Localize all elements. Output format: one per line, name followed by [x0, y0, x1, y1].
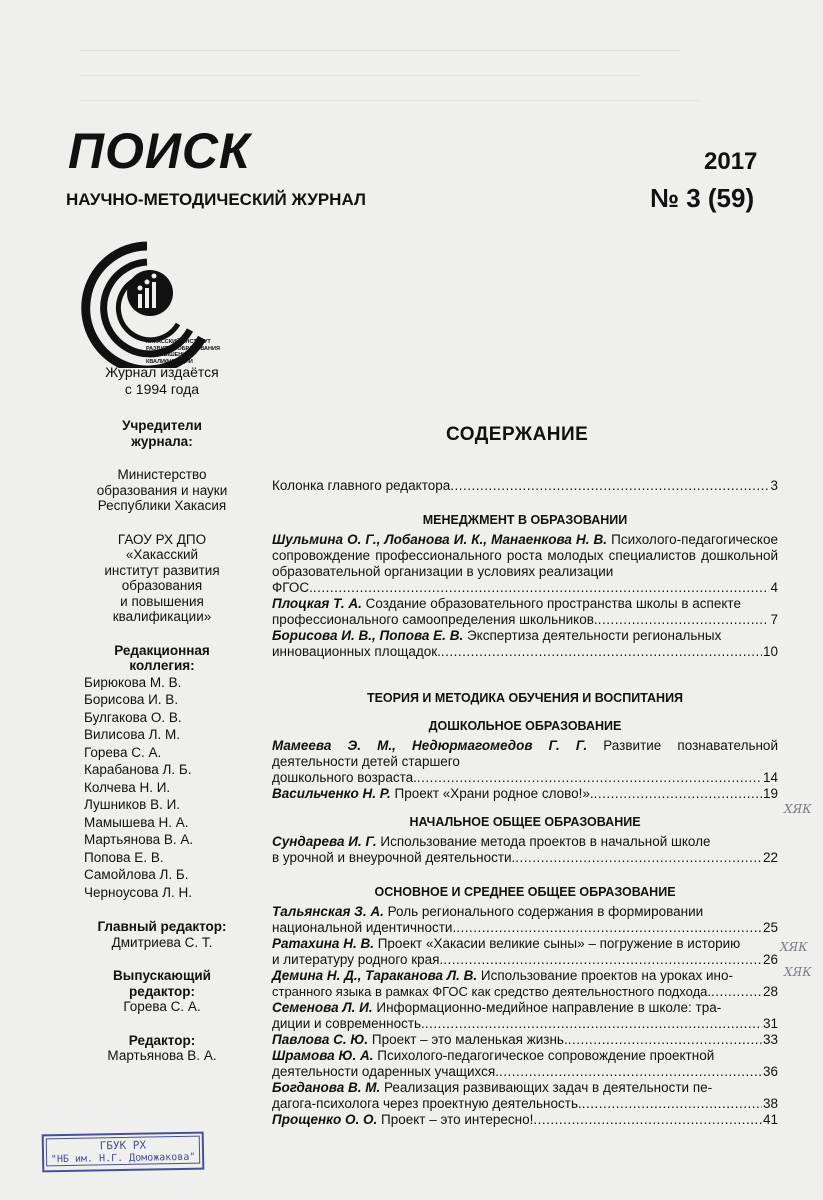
toc-entry-text: и литературу родного края. [272, 952, 444, 967]
toc-entry-text: Проект – это маленькая жизнь. [371, 1032, 568, 1047]
toc-entry[interactable] [272, 1000, 778, 1016]
board-member: Мартьянова В. А. [84, 832, 194, 847]
toc-entry-author: Прощенко О. О. [272, 1112, 378, 1127]
toc-entry-last-line[interactable] [272, 850, 778, 866]
toc-entry-author: Плоцкая Т. А. [272, 596, 362, 611]
board-member: Вилисова Л. М. [84, 727, 181, 742]
since-line: с 1994 года [124, 381, 200, 397]
toc-entry-text: в урочной и внеурочной деятельности. [272, 850, 516, 865]
toc-entry-text: профессионального самоопределения школьников. [272, 612, 598, 627]
board-member: Мамышева Н. А. [84, 814, 189, 830]
toc-entry-text: Развитие познавательной деятельности детей старшего [272, 738, 778, 769]
founder-line: Министерство [117, 467, 207, 482]
toc-entry[interactable] [272, 1112, 778, 1128]
toc-entry-author: Васильченко Н. Р. [272, 786, 391, 801]
section-heading: ТЕОРИЯ И МЕТОДИКА ОБУЧЕНИЯ И ВОСПИТАНИЯ [366, 691, 684, 705]
stamp-line: ГБУК РХ [99, 1138, 147, 1153]
chief-editor-label: Главный редактор: [97, 919, 227, 934]
toc-entry-last-line[interactable] [272, 920, 778, 936]
toc-entry-last-line[interactable] [272, 1096, 778, 1112]
subsection-heading: ДОШКОЛЬНОЕ ОБРАЗОВАНИЕ [428, 719, 622, 733]
toc-page-number: 33 [762, 1032, 778, 1047]
toc-entry-author: Тальянская З. А. [272, 904, 384, 919]
toc-page-number: 14 [762, 770, 778, 785]
board-member: Бирюкова М. В. [84, 674, 182, 690]
toc-page-number: 38 [762, 1096, 778, 1111]
toc-entry-text: дагога-психолога через проектную деятельность. [272, 1096, 582, 1111]
toc-page-number: 28 [762, 984, 778, 999]
toc-entry-author: Богданова В. М. [272, 1080, 381, 1095]
toc-page-number: 3 [770, 478, 778, 493]
toc-entry-author: Сундарева И. Г. [272, 834, 377, 849]
toc-entry-author: Шрамова Ю. А. [272, 1048, 374, 1063]
toc-entry-text: деятельности одаренных учащихся. [272, 1064, 499, 1079]
toc-entry-text: Роль регионального содержания в формировании [387, 904, 704, 919]
board-heading: коллегия: [129, 658, 195, 673]
founder-line: образования и науки [96, 482, 228, 498]
toc-entry-text: национальной идентичности. [272, 920, 457, 935]
editor-name: Мартьянова В. А. [107, 1048, 217, 1063]
toc-entry-last-line[interactable] [272, 1064, 778, 1080]
release-editor-label: Выпускающий [113, 968, 211, 983]
board-member: Попова Е. В. [84, 849, 164, 865]
toc-entry-text: Использование проектов на уроках ино- [480, 968, 733, 983]
toc-page-number: 36 [762, 1064, 778, 1079]
section-heading: МЕНЕДЖМЕНТ В ОБРАЗОВАНИИ [422, 513, 628, 527]
release-editor-label: редактор: [128, 983, 195, 999]
toc-entry-author: Павлова С. Ю. [272, 1032, 369, 1047]
editor-label: Редактор: [128, 1032, 196, 1048]
toc-page-number: 41 [762, 1112, 778, 1127]
toc-page-number: 22 [762, 850, 778, 865]
toc-entry-text: Колонка главного редактора [272, 478, 451, 493]
issue-year: 2017 [704, 148, 758, 175]
masthead-sidebar [62, 418, 262, 1064]
toc-page-number: 31 [762, 1016, 778, 1031]
founder-line: институт развития [104, 562, 220, 578]
founder-line: образования [121, 578, 203, 593]
handwritten-mark: ХЯК [784, 802, 812, 816]
board-member: Самойлова Л. Б. [84, 867, 189, 882]
board-heading: Редакционная [114, 642, 210, 658]
toc-entry[interactable] [272, 478, 778, 494]
toc-entry-last-line[interactable] [272, 770, 778, 786]
toc-entry-text: Экспертиза деятельности региональных [466, 628, 722, 643]
toc-entry-text: Проект «Хакасии великие сыны» – погружение в историю [377, 936, 741, 951]
board-member: Булгакова О. В. [84, 709, 182, 725]
logo-caption-line: ХАКАССКИЙ ИНСТИТУТ [146, 339, 211, 345]
toc-entry[interactable] [272, 936, 778, 952]
chief-editor-name: Дмитриева С. Т. [111, 934, 213, 950]
toc-entry-text: ФГОС. [272, 580, 313, 595]
toc-page-number: 25 [762, 920, 778, 935]
toc-entry-author: Мамеева Э. М., Недюрмагомедов Г. Г. [272, 738, 588, 753]
toc-page-number: 10 [762, 644, 778, 659]
toc-title: СОДЕРЖАНИЕ [446, 424, 589, 445]
subsection-heading: НАЧАЛЬНОЕ ОБЩЕЕ ОБРАЗОВАНИЕ [409, 815, 641, 829]
founders-heading: журнала: [131, 433, 193, 449]
board-member: Черноусова Л. Н. [84, 884, 192, 900]
toc-entry[interactable] [272, 786, 778, 802]
founder-line: ГАОУ РХ ДПО [117, 531, 207, 547]
toc-entry[interactable] [272, 904, 778, 920]
toc-entry-author: Семенова Л. И. [272, 1000, 373, 1015]
handwritten-mark: ХЯК [784, 965, 812, 979]
toc-page-number: 7 [770, 612, 778, 627]
founder-line: Республики Хакасия [97, 498, 227, 513]
logo-caption-line: РАЗВИТИЯ ОБРАЗОВАНИЯ [146, 345, 220, 352]
toc-entry-text: Психолого-педагогическое сопровождение профессионального роста молодых специалистов дошкольной образовательной организации в условиях реализации [272, 532, 778, 579]
founder-line: квалификации» [112, 609, 212, 624]
toc-entry-last-line[interactable] [272, 612, 778, 628]
logo-caption [146, 339, 236, 365]
board-member: Горева С. А. [84, 744, 162, 760]
handwritten-mark: ХЯК [780, 940, 808, 954]
toc-entry[interactable] [272, 1080, 778, 1096]
logo-caption-line: И ПОВЫШЕНИЯ КВАЛИФИКАЦИИ [146, 352, 193, 365]
table-of-contents [272, 478, 778, 1128]
toc-entry-author: Шульмина О. Г., Лобанова И. К., Манаенкова Н. В. [272, 532, 608, 547]
toc-entry[interactable] [272, 738, 778, 770]
library-stamp [42, 1132, 205, 1173]
toc-entry[interactable] [272, 628, 778, 644]
toc-entry[interactable] [272, 1032, 778, 1048]
toc-entry[interactable] [272, 834, 778, 850]
stamp-line: "НБ им. Н.Г. Доможакова" [50, 1151, 196, 1166]
toc-entry-text: дошкольного возраста. [272, 770, 417, 785]
toc-entry[interactable] [272, 1048, 778, 1064]
toc-entry-last-line[interactable] [272, 644, 778, 660]
toc-entry-text: Информационно-медийное направление в школе: тра- [376, 1000, 722, 1015]
toc-entry-last-line[interactable] [272, 952, 778, 968]
toc-entry-text: Создание образовательного пространства школы в аспекте [365, 596, 741, 611]
issue-number: № 3 (59) [650, 183, 755, 213]
toc-entry-text: странного языка в рамках ФГОС как средство деятельностного подхода. [272, 984, 711, 999]
toc-entry-author: Борисова И. В., Попова Е. В. [272, 628, 464, 643]
toc-entry-last-line[interactable] [272, 1016, 778, 1032]
toc-entry-text: Использование метода проектов в начальной школе [380, 834, 711, 849]
toc-entry-text: Проект – это интересно! [381, 1112, 534, 1127]
toc-entry-text: диции и современность. [272, 1016, 425, 1031]
founders-heading: Учредители [122, 418, 202, 433]
toc-entry-author: Демина Н. Д., Тараканова Л. В. [272, 968, 478, 983]
toc-entry-text: Психолого-педагогическое сопровождение проектной [377, 1048, 715, 1063]
journal-subtitle: НАУЧНО-МЕТОДИЧЕСКИЙ ЖУРНАЛ [66, 190, 366, 209]
toc-page-number: 26 [762, 952, 778, 967]
journal-title: ПОИСК [68, 123, 251, 179]
founder-line: и повышения [120, 593, 204, 609]
toc-entry-author: Ратахина Н. В. [272, 936, 374, 951]
release-editor-name: Горева С. А. [123, 999, 201, 1014]
toc-page-number: 19 [762, 786, 778, 801]
board-list [62, 674, 262, 902]
since-line: Журнал издаётся [105, 364, 219, 380]
toc-entry[interactable] [272, 968, 778, 984]
founder-line: «Хакасский [125, 547, 199, 562]
board-member: Борисова И. В. [84, 692, 179, 707]
toc-entry[interactable] [272, 596, 778, 612]
subsection-heading: ОСНОВНОЕ И СРЕДНЕЕ ОБЩЕЕ ОБРАЗОВАНИЕ [374, 885, 676, 899]
board-member: Карабанова Л. Б. [84, 762, 192, 777]
board-member: Колчева Н. И. [84, 779, 171, 795]
board-member: Лушников В. И. [84, 797, 181, 812]
toc-entry-last-line[interactable] [272, 580, 778, 596]
since-note [62, 364, 262, 398]
toc-entry-text: инновационных площадок. [272, 644, 441, 659]
toc-entry-text: Проект «Храни родное слово!». [394, 786, 594, 801]
toc-entry-last-line[interactable] [272, 984, 778, 1000]
toc-entry[interactable] [272, 532, 778, 580]
toc-entry-text: Реализация развивающих задач в деятельности пе- [384, 1080, 713, 1095]
toc-page-number: 4 [770, 580, 778, 595]
